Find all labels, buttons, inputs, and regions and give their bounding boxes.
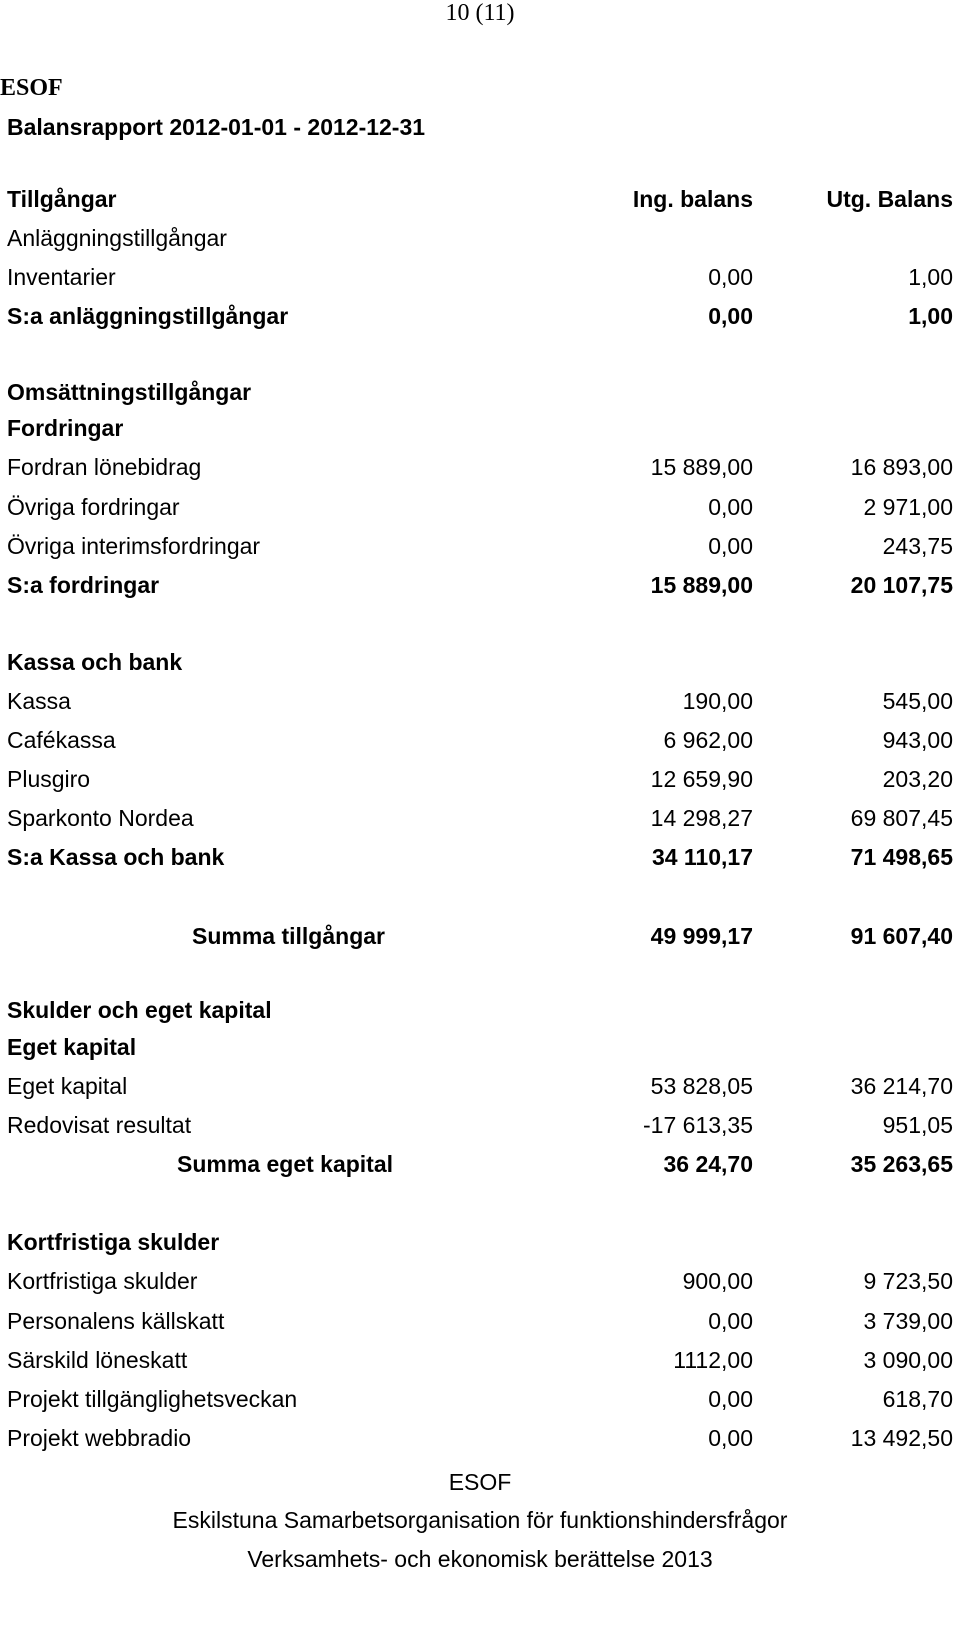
section-heading bbox=[0, 377, 960, 407]
closing-balance: 203,20 bbox=[882, 766, 953, 792]
table-row bbox=[0, 1110, 960, 1140]
opening-balance: 34 110,17 bbox=[651, 844, 753, 870]
opening-balance: 0,00 bbox=[708, 264, 753, 290]
section-heading bbox=[0, 1227, 960, 1257]
closing-balance: 20 107,75 bbox=[850, 572, 953, 598]
table-row bbox=[0, 1306, 960, 1336]
opening-balance-header: Ing. balans bbox=[632, 186, 753, 212]
closing-balance: 951,05 bbox=[882, 1112, 953, 1138]
footer-organization: ESOF bbox=[448, 1469, 512, 1495]
row-label: Kassa och bank bbox=[7, 649, 183, 675]
table-row bbox=[0, 1423, 960, 1453]
opening-balance: 36 24,70 bbox=[663, 1151, 753, 1177]
opening-balance: 0,00 bbox=[708, 303, 753, 329]
row-label: Summa eget kapital bbox=[177, 1151, 394, 1177]
row-label: Cafékassa bbox=[7, 727, 116, 753]
closing-balance: 71 498,65 bbox=[850, 844, 953, 870]
opening-balance: 12 659,90 bbox=[650, 766, 753, 792]
table-row bbox=[0, 492, 960, 522]
row-label: Eget kapital bbox=[7, 1034, 137, 1060]
table-row bbox=[0, 803, 960, 833]
row-label: Övriga interimsfordringar bbox=[7, 533, 261, 559]
section-heading bbox=[0, 1032, 960, 1062]
row-label: S:a Kassa och bank bbox=[7, 844, 225, 870]
opening-balance: 900,00 bbox=[682, 1268, 753, 1294]
opening-balance: 0,00 bbox=[708, 1425, 753, 1451]
closing-balance: 943,00 bbox=[882, 727, 953, 753]
row-label: Sparkonto Nordea bbox=[7, 805, 194, 831]
row-label: Kortfristiga skulder bbox=[7, 1229, 220, 1255]
opening-balance: 0,00 bbox=[708, 494, 753, 520]
closing-balance: 13 492,50 bbox=[850, 1425, 953, 1451]
subtotal-row bbox=[0, 570, 960, 600]
column-header-row bbox=[0, 184, 960, 214]
closing-balance: 35 263,65 bbox=[850, 1151, 953, 1177]
row-label: S:a fordringar bbox=[7, 572, 160, 598]
opening-balance: 190,00 bbox=[682, 688, 753, 714]
section-heading bbox=[0, 413, 960, 443]
row-label: Skulder och eget kapital bbox=[7, 997, 272, 1023]
row-label: Omsättningstillgångar bbox=[7, 379, 252, 405]
table-row bbox=[0, 1384, 960, 1414]
footer-document-title: Verksamhets- och ekonomisk berättelse 2013 bbox=[247, 1546, 713, 1572]
subtotal-row bbox=[0, 842, 960, 872]
row-label: Fordran lönebidrag bbox=[7, 454, 202, 480]
row-label: Eget kapital bbox=[7, 1073, 128, 1099]
opening-balance: 0,00 bbox=[708, 1386, 753, 1412]
closing-balance: 16 893,00 bbox=[850, 454, 953, 480]
row-label: Summa tillgångar bbox=[192, 923, 385, 949]
opening-balance: 49 999,17 bbox=[650, 923, 753, 949]
table-row bbox=[0, 1071, 960, 1101]
closing-balance: 243,75 bbox=[882, 533, 953, 559]
opening-balance: 0,00 bbox=[708, 533, 753, 559]
organization-name: ESOF bbox=[0, 75, 63, 101]
row-label: Övriga fordringar bbox=[7, 494, 180, 520]
closing-balance: 1,00 bbox=[908, 264, 953, 290]
table-row bbox=[0, 1266, 960, 1296]
page-number: 10 (11) bbox=[445, 0, 515, 26]
row-label: Projekt webbradio bbox=[7, 1425, 192, 1451]
subtotal-row bbox=[0, 301, 960, 331]
opening-balance: -17 613,35 bbox=[643, 1112, 753, 1138]
table-row bbox=[0, 262, 960, 292]
section-heading bbox=[0, 995, 960, 1025]
opening-balance: 1112,00 bbox=[673, 1347, 753, 1373]
report-title: Balansrapport 2012-01-01 - 2012-12-31 bbox=[7, 114, 426, 140]
closing-balance: 2 971,00 bbox=[863, 494, 953, 520]
row-label: Särskild löneskatt bbox=[7, 1347, 188, 1373]
closing-balance: 3 090,00 bbox=[863, 1347, 953, 1373]
closing-balance: 3 739,00 bbox=[863, 1308, 953, 1334]
opening-balance: 15 889,00 bbox=[650, 572, 753, 598]
closing-balance-header: Utg. Balans bbox=[826, 186, 953, 212]
closing-balance: 618,70 bbox=[882, 1386, 953, 1412]
section-heading bbox=[0, 647, 960, 677]
table-row bbox=[0, 764, 960, 794]
closing-balance: 69 807,45 bbox=[850, 805, 953, 831]
row-label: Kortfristiga skulder bbox=[7, 1268, 198, 1294]
table-row bbox=[0, 725, 960, 755]
table-row bbox=[0, 452, 960, 482]
total-row bbox=[0, 921, 960, 951]
closing-balance: 545,00 bbox=[882, 688, 953, 714]
closing-balance: 91 607,40 bbox=[850, 923, 953, 949]
row-label: S:a anläggningstillgångar bbox=[7, 303, 289, 329]
row-label: Fordringar bbox=[7, 415, 124, 441]
opening-balance: 14 298,27 bbox=[650, 805, 753, 831]
row-label: Inventarier bbox=[7, 264, 116, 290]
total-row bbox=[0, 1149, 960, 1179]
table-row bbox=[0, 531, 960, 561]
closing-balance: 1,00 bbox=[908, 303, 953, 329]
opening-balance: 15 889,00 bbox=[650, 454, 753, 480]
opening-balance: 53 828,05 bbox=[650, 1073, 753, 1099]
table-row bbox=[0, 686, 960, 716]
row-label: Plusgiro bbox=[7, 766, 91, 792]
closing-balance: 9 723,50 bbox=[863, 1268, 953, 1294]
table-row bbox=[0, 223, 960, 253]
opening-balance: 6 962,00 bbox=[663, 727, 753, 753]
row-label: Redovisat resultat bbox=[7, 1112, 192, 1138]
row-label: Anläggningstillgångar bbox=[7, 225, 227, 251]
row-label: Projekt tillgänglighetsveckan bbox=[7, 1386, 298, 1412]
table-row bbox=[0, 1345, 960, 1375]
row-label: Personalens källskatt bbox=[7, 1308, 225, 1334]
row-label: Kassa bbox=[7, 688, 71, 714]
closing-balance: 36 214,70 bbox=[850, 1073, 953, 1099]
opening-balance: 0,00 bbox=[708, 1308, 753, 1334]
row-label: Tillgångar bbox=[7, 186, 117, 212]
footer-organization-full-name: Eskilstuna Samarbetsorganisation för funktionshindersfrågor bbox=[172, 1507, 788, 1533]
